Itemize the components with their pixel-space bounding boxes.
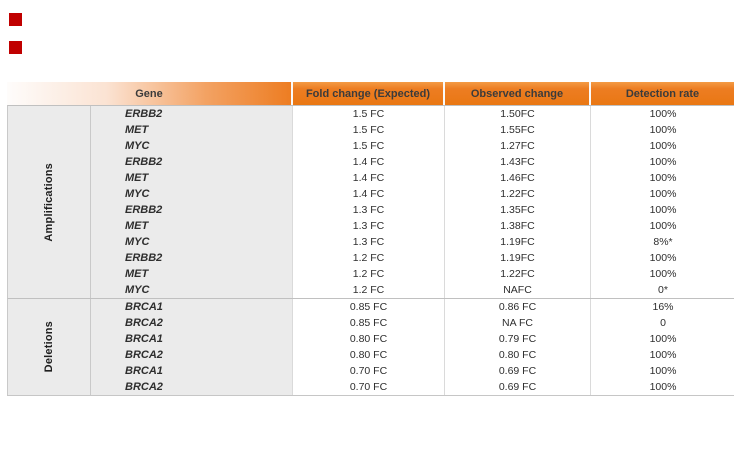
fold-change-cell: 0.70 FC (292, 363, 444, 379)
table-header-row (7, 82, 734, 105)
detection-rate-cell: 0* (590, 282, 735, 298)
red-square-marker-1 (9, 13, 22, 26)
table-section-deletions (7, 298, 734, 395)
observed-change-cell: 0.86 FC (444, 299, 590, 315)
fold-change-cell: 1.2 FC (292, 266, 444, 282)
fold-change-cell: 1.5 FC (292, 122, 444, 138)
observed-change-cell: 1.27FC (444, 138, 590, 154)
header-detection-rate: Detection rate (589, 82, 734, 105)
detection-rate-cell: 100% (590, 347, 735, 363)
fold-change-cell: 1.3 FC (292, 234, 444, 250)
header-gene: Gene (7, 82, 291, 105)
fold-change-cell: 0.80 FC (292, 347, 444, 363)
detection-rate-cell: 100% (590, 331, 735, 347)
gene-cell: BRCA2 (91, 315, 292, 331)
detection-rate-cell: 100% (590, 202, 735, 218)
fold-change-cell: 1.4 FC (292, 170, 444, 186)
gene-cell: MYC (91, 282, 292, 298)
observed-change-cell: NA FC (444, 315, 590, 331)
gene-cell: MET (91, 170, 292, 186)
observed-change-cell: 1.35FC (444, 202, 590, 218)
gene-cell: MYC (91, 186, 292, 202)
observed-change-cell: NAFC (444, 282, 590, 298)
gene-cell: BRCA2 (91, 347, 292, 363)
fold-change-cell: 0.80 FC (292, 331, 444, 347)
fold-change-cell: 1.2 FC (292, 282, 444, 298)
observed-change-cell: 0.80 FC (444, 347, 590, 363)
fold-change-cell: 0.85 FC (292, 315, 444, 331)
gene-cell: MET (91, 218, 292, 234)
observed-change-cell: 0.79 FC (444, 331, 590, 347)
observed-change-cell: 1.55FC (444, 122, 590, 138)
gene-cell: ERBB2 (91, 154, 292, 170)
detection-rate-cell: 100% (590, 363, 735, 379)
observed-change-cell: 1.43FC (444, 154, 590, 170)
observed-change-cell: 0.69 FC (444, 379, 590, 395)
observed-change-cell: 1.22FC (444, 186, 590, 202)
detection-rate-cell: 8%* (590, 234, 735, 250)
gene-cell: BRCA1 (91, 363, 292, 379)
fold-change-cell: 1.5 FC (292, 138, 444, 154)
detection-rate-cell: 100% (590, 379, 735, 395)
gene-cell: BRCA1 (91, 331, 292, 347)
fold-change-cell: 1.3 FC (292, 218, 444, 234)
gene-cell: MET (91, 266, 292, 282)
table-section-amplifications (7, 105, 734, 298)
gene-cell: MET (91, 122, 292, 138)
gene-cell: BRCA2 (91, 379, 292, 395)
fold-change-cell: 0.70 FC (292, 379, 444, 395)
detection-rate-cell: 100% (590, 154, 735, 170)
detection-rate-cell: 100% (590, 122, 735, 138)
gene-cell: BRCA1 (91, 299, 292, 315)
detection-rate-cell: 100% (590, 138, 735, 154)
gene-cell: MYC (91, 138, 292, 154)
gene-cell: ERBB2 (91, 250, 292, 266)
observed-change-cell: 0.69 FC (444, 363, 590, 379)
detection-rate-cell: 0 (590, 315, 735, 331)
gene-cell: ERBB2 (91, 106, 292, 122)
observed-change-cell: 1.46FC (444, 170, 590, 186)
header-fold-change-expected: Fold change (Expected) (291, 82, 443, 105)
detection-rate-cell: 100% (590, 170, 735, 186)
row-group-cell (8, 106, 91, 298)
row-group-label: Deletions (43, 321, 55, 373)
observed-change-cell: 1.19FC (444, 234, 590, 250)
detection-rate-cell: 100% (590, 250, 735, 266)
red-square-marker-2 (9, 41, 22, 54)
fold-change-cell: 1.4 FC (292, 186, 444, 202)
fold-change-cell: 0.85 FC (292, 299, 444, 315)
row-group-label: Amplifications (43, 162, 55, 242)
row-group-cell (8, 299, 91, 395)
observed-change-cell: 1.50FC (444, 106, 590, 122)
observed-change-cell: 1.38FC (444, 218, 590, 234)
observed-change-cell: 1.22FC (444, 266, 590, 282)
fold-change-cell: 1.3 FC (292, 202, 444, 218)
table-body (7, 105, 734, 396)
gene-detection-table (7, 82, 734, 396)
fold-change-cell: 1.2 FC (292, 250, 444, 266)
detection-rate-cell: 16% (590, 299, 735, 315)
detection-rate-cell: 100% (590, 186, 735, 202)
header-observed-change: Observed change (443, 82, 589, 105)
detection-rate-cell: 100% (590, 218, 735, 234)
detection-rate-cell: 100% (590, 266, 735, 282)
gene-cell: MYC (91, 234, 292, 250)
gene-cell: ERBB2 (91, 202, 292, 218)
fold-change-cell: 1.4 FC (292, 154, 444, 170)
fold-change-cell: 1.5 FC (292, 106, 444, 122)
detection-rate-cell: 100% (590, 106, 735, 122)
observed-change-cell: 1.19FC (444, 250, 590, 266)
